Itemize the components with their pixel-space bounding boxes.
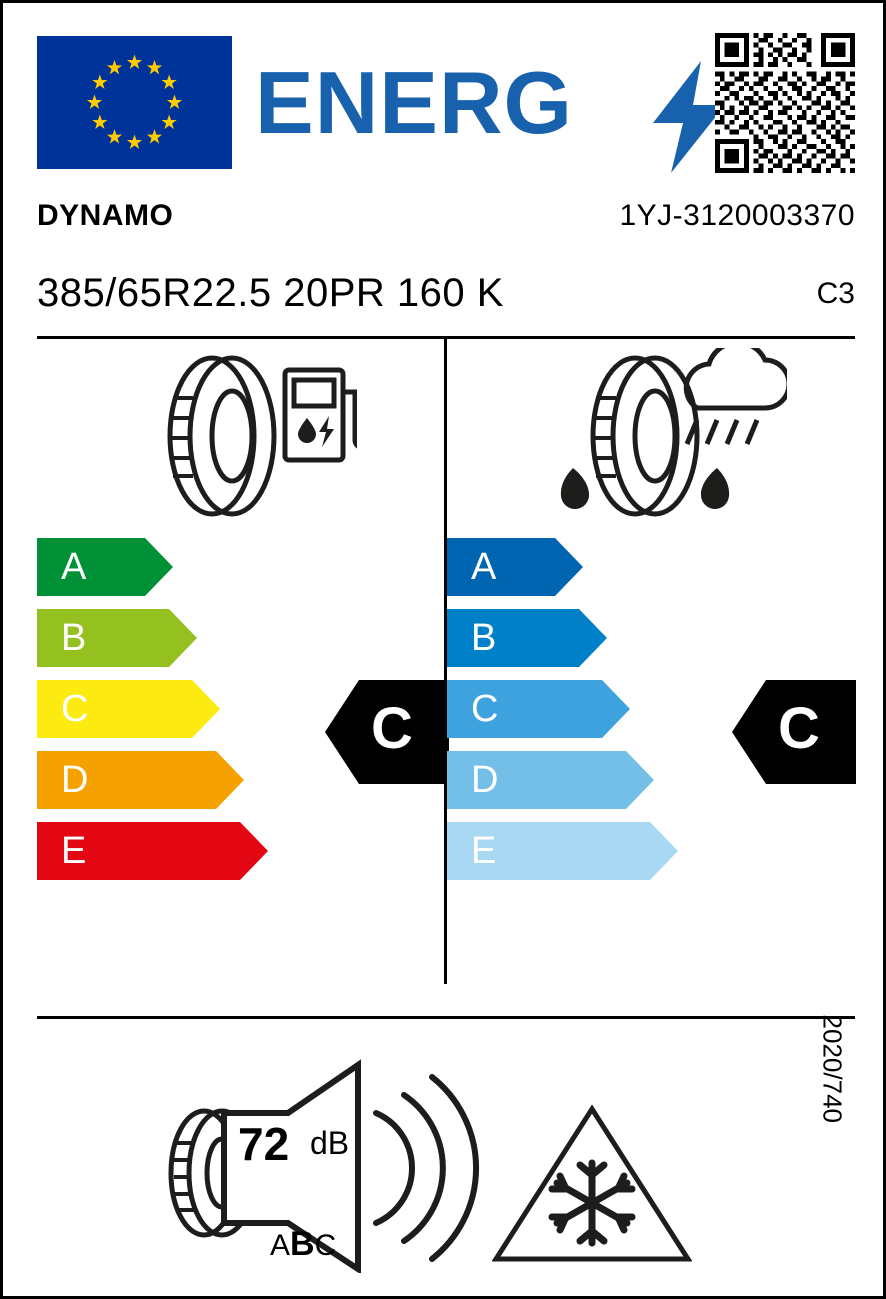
divider-bottom <box>37 1016 855 1019</box>
label-header <box>37 33 855 173</box>
brand-row <box>37 199 855 243</box>
tyre-rain-cloud-icon <box>547 348 787 523</box>
tyre-speaker-icon <box>162 1043 492 1273</box>
noise-class-row <box>270 1225 336 1264</box>
three-peak-mountain-snowflake-icon <box>492 1103 692 1263</box>
wet-grade-b <box>447 609 855 667</box>
wet-grade-d-letter: D <box>471 759 499 801</box>
noise-value: 72 <box>238 1118 290 1170</box>
wet-grade-e-letter: E <box>471 830 497 872</box>
wet-grade-b-letter: B <box>471 617 497 659</box>
tyre-fuel-pump-icon <box>137 348 357 523</box>
fuel-grade-a <box>37 538 445 596</box>
fuel-grade-b <box>37 609 445 667</box>
fuel-result-letter: C <box>371 696 413 761</box>
qr-code-icon <box>715 33 855 173</box>
noise-class-c: C <box>314 1229 337 1262</box>
fuel-grade-e <box>37 822 445 880</box>
energy-wordmark: ENERG <box>255 53 573 152</box>
fuel-efficiency-panel <box>37 348 445 998</box>
eu-flag-icon <box>37 36 232 169</box>
wet-result-letter: C <box>778 696 820 761</box>
wet-grade-a-letter: A <box>471 546 497 588</box>
wet-grade-c-letter: C <box>471 688 499 730</box>
tyre-size-row <box>37 271 855 319</box>
tyre-size: 385/65R22.5 20PR 160 K <box>37 271 504 315</box>
tyre-class-code: C3 <box>816 277 855 310</box>
bottom-section <box>37 1014 855 1271</box>
model-code: 1YJ-3120003370 <box>619 199 855 232</box>
fuel-grade-e-letter: E <box>61 830 87 872</box>
brand-name: DYNAMO <box>37 199 174 232</box>
fuel-grade-a-letter: A <box>61 546 87 588</box>
wet-result-marker <box>732 680 856 784</box>
noise-class-b-selected: B <box>290 1225 315 1263</box>
fuel-grade-c-letter: C <box>61 688 89 730</box>
fuel-grade-d-letter: D <box>61 759 89 801</box>
noise-class-a: A <box>270 1229 291 1262</box>
wet-grade-e <box>447 822 855 880</box>
fuel-grade-scale <box>37 538 445 893</box>
regulation-code: 2020/740 <box>817 1014 847 1123</box>
wet-grade-scale <box>447 538 855 893</box>
wet-grade-a <box>447 538 855 596</box>
fuel-result-marker <box>325 680 449 784</box>
fuel-grade-b-letter: B <box>61 617 87 659</box>
wet-grip-panel <box>447 348 855 998</box>
noise-unit: dB <box>310 1125 350 1161</box>
